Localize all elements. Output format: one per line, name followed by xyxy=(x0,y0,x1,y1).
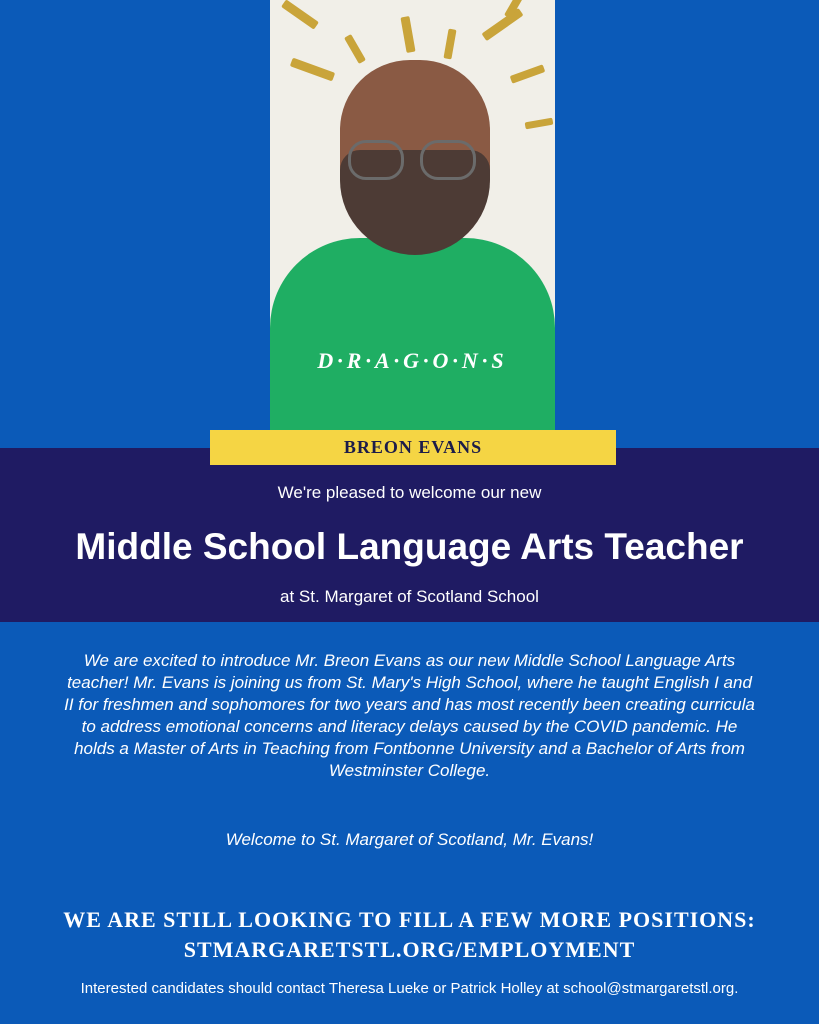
gold-ray xyxy=(443,29,456,60)
teacher-name-label: BREON EVANS xyxy=(210,430,616,465)
glasses-right-lens xyxy=(420,140,476,180)
intro-paragraph: We are excited to introduce Mr. Breon Evans as our new Middle School Language Arts teacher! Mr. Evans is joining us from St. Mary's High School, where he taught English I and II for freshmen and sophomores for two years and has most recently been creating curricula to address emotional concerns and literacy delays caused by the COVID pandemic. He holds a Master of Arts in Teaching from Fontbonne University and a Bachelor of Arts from Westminster College. xyxy=(64,651,755,780)
teacher-photo xyxy=(270,0,555,448)
glasses-left-lens xyxy=(348,140,404,180)
gold-ray xyxy=(281,0,319,30)
welcome-line: We're pleased to welcome our new xyxy=(277,483,542,502)
contact-line: Interested candidates should contact Theresa Lueke or Patrick Holley at school@stmargaretstl.org. xyxy=(80,980,739,997)
school-line: at St. Margaret of Scotland School xyxy=(280,587,539,606)
shirt-print-text: D·R·A·G·O·N·S xyxy=(317,348,508,373)
hiring-line: WE ARE STILL LOOKING TO FILL A FEW MORE POSITIONS: xyxy=(63,907,756,932)
employment-link[interactable]: STMARGARETSTL.ORG/EMPLOYMENT xyxy=(183,937,636,962)
gold-ray xyxy=(400,16,415,53)
gold-ray xyxy=(510,64,546,83)
gold-ray xyxy=(525,118,554,130)
gold-ray xyxy=(481,8,523,41)
gold-ray xyxy=(344,34,366,64)
gold-ray xyxy=(290,58,335,82)
hiring-notice xyxy=(0,905,819,965)
closing-line: Welcome to St. Margaret of Scotland, Mr. Evans! xyxy=(225,830,594,849)
role-title: Middle School Language Arts Teacher xyxy=(75,526,744,567)
green-shirt xyxy=(270,238,555,448)
